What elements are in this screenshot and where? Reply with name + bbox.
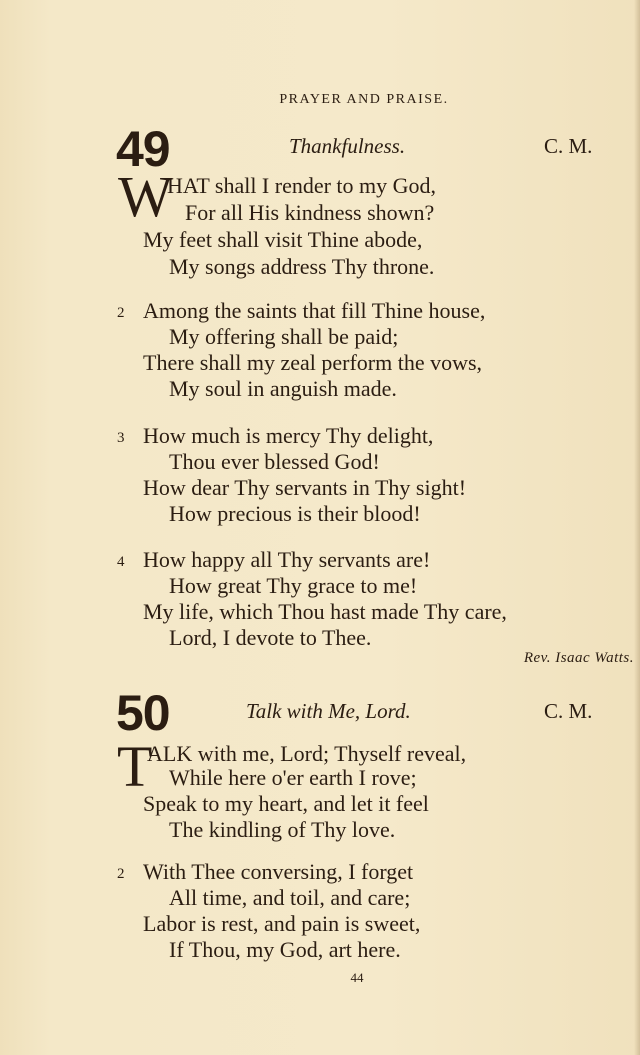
verse-line: With Thee conversing, I forget [143,859,414,884]
verse-line: My offering shall be paid; [169,324,399,349]
verse-line: Labor is rest, and pain is sweet, [143,911,421,936]
hymn-heading [0,120,640,180]
verse-line: How great Thy grace to me! [169,573,418,598]
verse-line: ALK with me, Lord; Thyself reveal, [147,741,467,766]
hymn-number: 49 [116,121,170,177]
drop-cap-letter: W [118,164,173,229]
verse-number: 2 [117,866,125,882]
hymn-title: Thankfulness. [289,134,406,158]
verse-line: Among the saints that fill Thine house, [143,298,486,323]
hymn-meter: C. M. [544,699,593,723]
hymn-heading [0,684,640,744]
running-header: PRAYER AND PRAISE. [279,92,449,107]
verse-line: How precious is their blood! [169,501,421,526]
hymn-meter: C. M. [544,134,593,158]
verse-line: All time, and toil, and care; [169,885,411,910]
verse-line: HAT shall I render to my God, [167,173,437,198]
verse-line: My soul in anguish made. [169,376,397,401]
hymn-attribution: Rev. Isaac Watts. [523,650,634,666]
verse-line: Speak to my heart, and let it feel [143,791,429,816]
hymn-number: 50 [116,685,170,741]
verse-line: Thou ever blessed God! [169,449,380,474]
verse-number: 4 [117,554,125,570]
drop-cap-letter: T [117,734,153,799]
verse-number: 2 [117,305,125,321]
verse-line: The kindling of Thy love. [169,817,396,842]
verse-line: For all His kindness shown? [185,200,435,225]
page-number: 44 [350,970,364,985]
verse-line: My feet shall visit Thine abode, [143,227,423,252]
verse-line: Lord, I devote to Thee. [169,625,372,650]
verse-number: 3 [117,430,125,446]
verse-line: While here o'er earth I rove; [169,765,417,790]
hymn-title: Talk with Me, Lord. [246,699,411,723]
verse-line: If Thou, my God, art here. [169,937,401,962]
verse-line: My life, which Thou hast made Thy care, [143,599,507,624]
verse-line: How happy all Thy servants are! [143,547,431,572]
verse-line: How much is mercy Thy delight, [143,423,434,448]
verse-line: My songs address Thy throne. [169,254,435,279]
verse-line: How dear Thy servants in Thy sight! [143,475,467,500]
verse-line: There shall my zeal perform the vows, [143,350,483,375]
